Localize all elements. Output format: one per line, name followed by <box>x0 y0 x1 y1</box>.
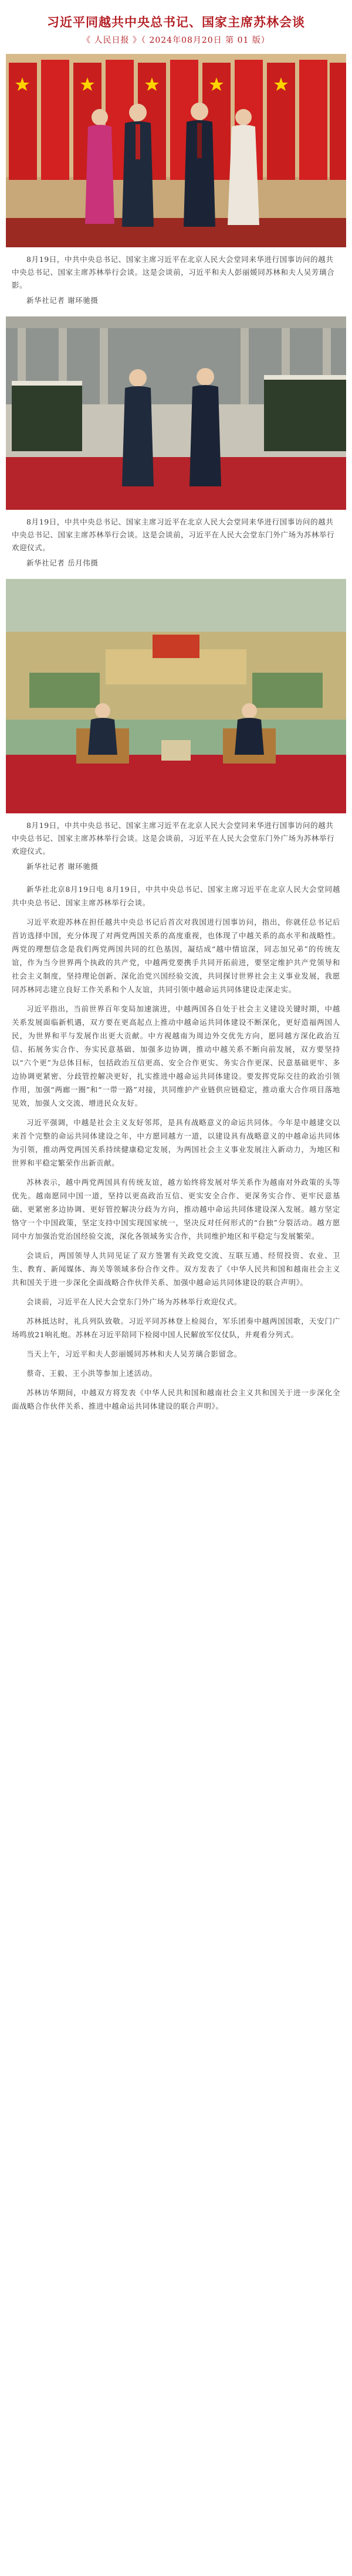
photo-group-portrait <box>6 54 346 247</box>
article-paragraph: 当天上午，习近平和夫人彭丽媛同苏林和夫人吴芳璃合影留念。 <box>26 1350 242 1358</box>
photo-caption-3: 8月19日，中共中央总书记、国家主席习近平在北京人民大会堂同来华进行国事访问的越共中央总书记、国家主席苏林举行会谈。这是会谈前，习近平在人民大会堂东门外广场为苏林举行欢迎仪式。 <box>12 821 335 856</box>
article-paragraph: 苏林访华期间，中越双方将发表《中华人民共和国和越南社会主义共和国关于进一步深化全面战略合作伙伴关系、推进中越命运共同体建设的联合声明》。 <box>12 1388 340 1410</box>
article-paragraph: 会谈后，两国领导人共同见证了双方签署有关政党交流、互联互通、经贸投资、农业、卫生、教育、新闻媒体、海关等领域多份合作文件。双方发表了《中华人民共和国和越南社会主义共和国关于进一步深化全面战略合作伙伴关系、加强中越命运共同体建设的联合声明》。 <box>12 1251 340 1287</box>
article-paragraph: 苏林表示，越中两党两国具有传统友谊，越方始终将发展对华关系作为越南对外政策的头等优先。越南愿同中国一道，坚持以更高政治互信、更实安全合作、更深务实合作、更牢民意基础、更紧密多边协调、更好管控解决分歧为方向，推动越中命运共同体建设深入发展。越方坚定恪守一个中国政策，坚定支持中国实现国家统一，坚决反对任何形式的“台独”分裂活动。越方愿同中方加强治党治国经验交流，深化各领域务实合作，共同维护地区和平稳定与发展繁荣。 <box>12 1178 340 1241</box>
article-source: 《 人民日报 》（ 2024年08月20日 第 01 版） <box>82 36 270 45</box>
article-paragraph: 习近平指出，当前世界百年变局加速演进，中越两国各自处于社会主义建设关键时期，中越关系发展面临新机遇，双方要在更高起点上推动中越命运共同体建设不断深化，更好造福两国人民，为世界和平与发展作出更大贡献。中方视越南为周边外交优先方向，愿同越方深化政治互信、拓展务实合作、夯实民意基础、加强多边协调，推动中越关系不断向前发展，双方要坚持以“六个更”为总体目标，包括政治互信更高、安全合作更实、务实合作更深、民意基础更牢、多边协调更紧密、分歧管控解决更好，扎实推进中越命运共同体建设。要发挥党际交往的政治引领作用，加强“两廊一圈”和“一带一路”对接，共同维护产业链供应链稳定，推动重大合作项目落地见效，加强人文交流、增进民众友好。 <box>12 1004 340 1108</box>
article-paragraph: 习近平欢迎苏林在担任越共中央总书记后首次对我国进行国事访问，指出，你就任总书记后首访选择中国，充分体现了对两党两国关系的高度重视，也体现了中越关系的高水平和战略性。两党的理想信念是我们两党两国共同的红色基因，凝结成“越中情谊深，同志加兄弟”的传统友谊，作为当今世界两个执政的共产党，中越两党要携手共同开拓前进，要坚定维护共产党领导和社会主义制度，坚持理论创新、深化治党兴国经验交流，共同探讨世界社会主义事业发展，我愿同苏林同志建立良好工作关系和个人友谊，共同引领中越命运共同体建设走深走实。 <box>12 918 340 994</box>
article-paragraph: 新华社北京8月19日电 8月19日，中共中央总书记、国家主席习近平在北京人民大会堂同越共中央总书记、国家主席苏林举行会谈。 <box>12 885 340 907</box>
photo-welcome-ceremony <box>6 316 346 510</box>
article-paragraph: 苏林抵达时，礼兵列队致敬。习近平同苏林登上检阅台，军乐团奏中越两国国歌，天安门广场鸣放21响礼炮。苏林在习近平陪同下检阅中国人民解放军仪仗队，并观看分列式。 <box>12 1317 340 1339</box>
article-body <box>12 882 340 1413</box>
photo-talks-mural <box>6 579 346 813</box>
photo-caption-2: 8月19日，中共中央总书记、国家主席习近平在北京人民大会堂同来华进行国事访问的越共中央总书记、国家主席苏林举行会谈。这是会谈前，习近平在人民大会堂东门外广场为苏林举行欢迎仪式。 <box>12 517 335 552</box>
article-headline: 习近平同越共中央总书记、国家主席苏林会谈 <box>47 15 305 29</box>
photo-credit-3: 新华社记者 谢环驰摄 <box>26 862 99 871</box>
photo-credit-1: 新华社记者 谢环驰摄 <box>26 296 99 305</box>
article-paragraph: 会谈前，习近平在人民大会堂东门外广场为苏林举行欢迎仪式。 <box>26 1297 242 1306</box>
photo-credit-2: 新华社记者 岳月伟摄 <box>26 558 99 567</box>
honor-guard-left <box>12 381 82 451</box>
honor-guard-right <box>264 375 346 451</box>
article-paragraph: 习近平强调，中越是社会主义友好邻邦，是具有战略意义的命运共同体。今年是中越建交以来首个完整的命运共同体建设之年，中方愿同越方一道，以建设具有战略意义的中越命运共同体为引领，推动两党两国关系持续健康稳定发展，为两国社会主义事业发展注入新动力，为地区和世界和平稳定繁荣作出新贡献。 <box>12 1118 340 1167</box>
mural-landscape <box>6 632 346 720</box>
photo-caption-1: 8月19日，中共中央总书记、国家主席习近平在北京人民大会堂同来华进行国事访问的越共中央总书记、国家主席苏林举行会谈。这是会谈前，习近平和夫人彭丽媛同苏林和夫人吴芳璃合影。 <box>12 255 335 289</box>
article-paragraph: 蔡奇、王毅、王小洪等参加上述活动。 <box>26 1369 157 1378</box>
